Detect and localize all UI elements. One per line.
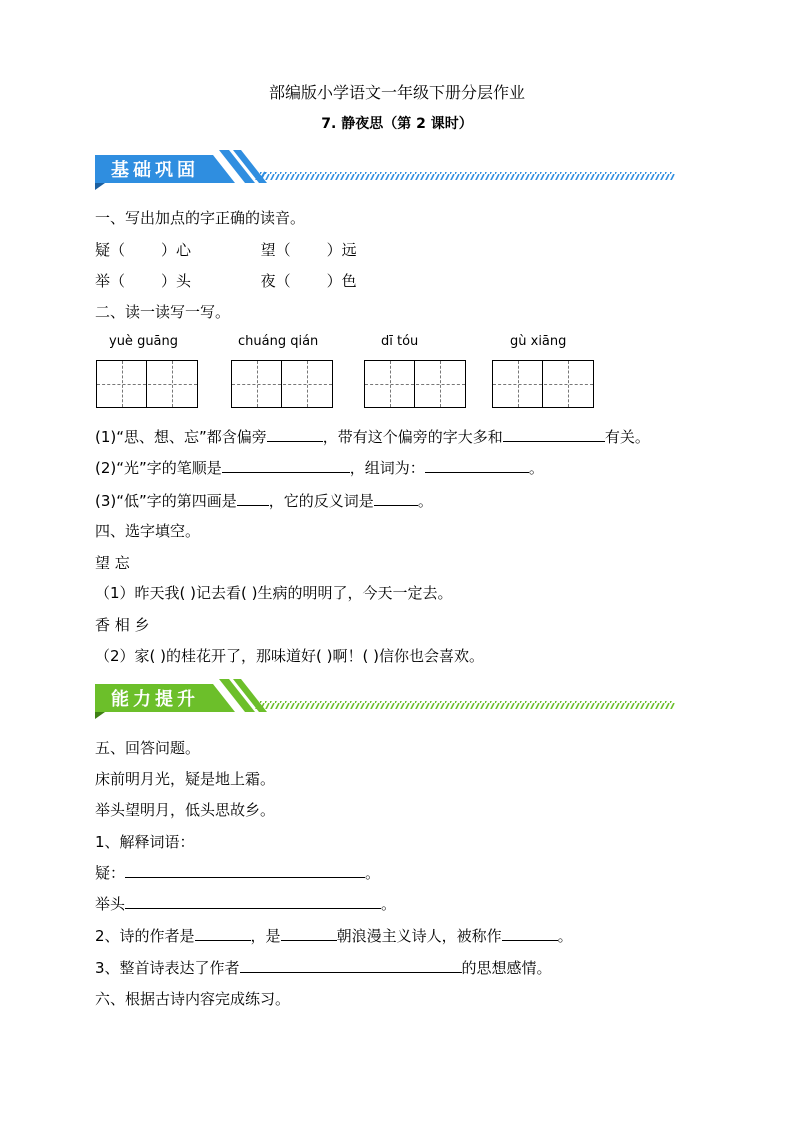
blank-title[interactable]: [502, 926, 558, 941]
section3-q3: (3)“低”字的第四画是 ，它的反义词是 。: [95, 492, 433, 510]
blank-related[interactable]: [503, 427, 605, 442]
lesson-subtitle: 7. 静夜思（第 2 课时）: [321, 116, 473, 132]
section5-heading: 五、回答问题。: [95, 739, 201, 757]
section5-term2: 举头 。: [95, 895, 397, 913]
blank-term1[interactable]: [125, 863, 365, 878]
section1-row2: 举（ ）头 夜（ ）色: [95, 272, 357, 290]
banner-ability: [95, 679, 680, 719]
pinyin-3: dī tóu: [381, 334, 419, 349]
blank-fourth-stroke[interactable]: [237, 491, 269, 506]
section4-choices1: 望 忘: [95, 554, 130, 572]
section3-q2: (2)“光”字的笔顺是 ，组词为： 。: [95, 459, 544, 477]
writing-grid-2[interactable]: [231, 360, 333, 408]
writing-grid-3[interactable]: [364, 360, 466, 408]
section1-heading: 一、写出加点的字正确的读音。: [95, 209, 306, 227]
poem-line-2: 举头望明月，低头思故乡。: [95, 801, 276, 819]
blank-word[interactable]: [425, 458, 529, 473]
section3-q1: (1)“思、想、忘”都含偏旁 ，带有这个偏旁的字大多和 有关。: [95, 428, 650, 446]
blank-term2[interactable]: [125, 894, 381, 909]
banner-basic-label: 基础巩固: [111, 160, 199, 181]
poem-line-1: 床前明月光，疑是地上霜。: [95, 770, 276, 788]
page-title: 部编版小学语文一年级下册分层作业: [268, 83, 525, 102]
blank-radical[interactable]: [267, 427, 323, 442]
section4-choices2: 香 相 乡: [95, 616, 150, 634]
section6-heading: 六、根据古诗内容完成练习。: [95, 990, 291, 1008]
section2-heading: 二、读一读写一写。: [95, 303, 231, 321]
section5-term1: 疑： 。: [95, 864, 381, 882]
section4-heading: 四、选字填空。: [95, 522, 201, 540]
blank-dynasty[interactable]: [281, 926, 337, 941]
pinyin-2: chuáng qián: [238, 334, 319, 349]
section4-sentence1: （1）昨天我( )记去看( )生病的明明了，今天一定去。: [95, 584, 453, 602]
writing-grid-4[interactable]: [492, 360, 594, 408]
blank-author[interactable]: [195, 926, 251, 941]
section5-q3: 3、整首诗表达了作者 的思想感情。: [95, 959, 552, 977]
pinyin-1: yuè guāng: [109, 334, 179, 349]
section1-row1: 疑（ ）心 望（ ）远: [95, 241, 357, 259]
blank-antonym[interactable]: [374, 491, 418, 506]
banner-ability-label: 能力提升: [111, 689, 199, 710]
blank-stroke-order[interactable]: [222, 458, 350, 473]
section4-sentence2: （2）家( )的桂花开了，那味道好( )啊！( )信你也会喜欢。: [95, 647, 484, 665]
section5-q2: 2、诗的作者是 ，是 朝浪漫主义诗人，被称作 。: [95, 927, 573, 945]
writing-grid-1[interactable]: [96, 360, 198, 408]
blank-feeling[interactable]: [240, 958, 462, 973]
pinyin-4: gù xiāng: [510, 334, 567, 349]
section5-q1: 1、解释词语：: [95, 833, 195, 851]
banner-basic: [95, 150, 680, 190]
